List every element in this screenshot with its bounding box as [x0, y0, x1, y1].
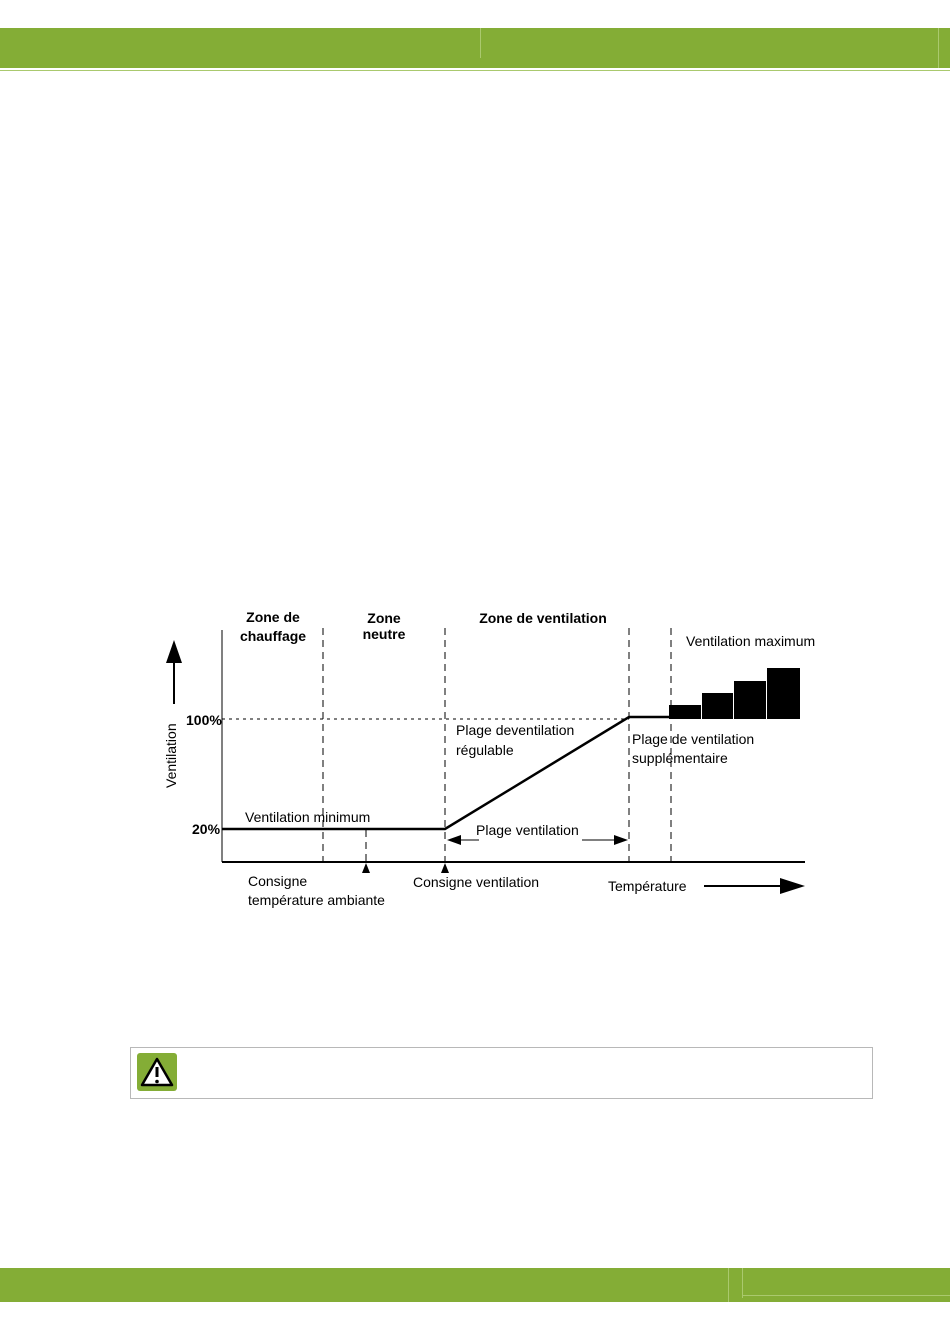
- stage-bar-4: [767, 668, 800, 719]
- stage-bar-2: [702, 693, 733, 719]
- zone-neutre-label-1: Zone: [367, 610, 401, 626]
- plage-arrow-right-head: [614, 835, 628, 845]
- y-arrow-head: [166, 640, 182, 663]
- plage-regulable-label-1: Plage deventilation: [456, 722, 575, 738]
- x-arrow-head: [780, 878, 805, 894]
- warning-icon: [137, 1053, 177, 1091]
- zone-chauffage-label-2: chauffage: [239, 628, 307, 644]
- y-tick-20: 20%: [192, 821, 221, 837]
- ventilation-minimum-label: Ventilation minimum: [245, 809, 371, 825]
- ventilation-maximum-label: Ventilation maximum: [686, 633, 816, 649]
- plage-arrow-left-head: [447, 835, 461, 845]
- zone-chauffage-label-1: Zone de: [246, 609, 300, 625]
- plage-ventilation-label: Plage ventilation: [476, 822, 579, 838]
- x-axis-label: Température: [608, 878, 687, 894]
- warning-callout: [130, 1047, 873, 1099]
- zone-neutre-label-2: neutre: [362, 626, 406, 642]
- plage-supplementaire-label-1: Plage de ventilation: [632, 731, 755, 747]
- zone-ventilation-label: Zone de ventilation: [479, 610, 607, 626]
- y-tick-100: 100%: [186, 712, 222, 728]
- plage-regulable-label-2: régulable: [456, 742, 514, 758]
- plage-supplementaire-label-2: supplémentaire: [632, 750, 728, 766]
- stage-bar-3: [734, 681, 766, 719]
- consigne-ventilation-marker: [441, 863, 449, 873]
- consigne-ventilation-label: Consigne ventilation: [413, 874, 540, 890]
- stage-bar-1: [669, 705, 701, 719]
- consigne-ambiante-label-1: Consigne: [248, 873, 308, 889]
- consigne-ambiante-label-2: température ambiante: [248, 892, 385, 908]
- y-axis-label: Ventilation: [163, 723, 179, 788]
- consigne-ambiante-marker: [362, 863, 370, 873]
